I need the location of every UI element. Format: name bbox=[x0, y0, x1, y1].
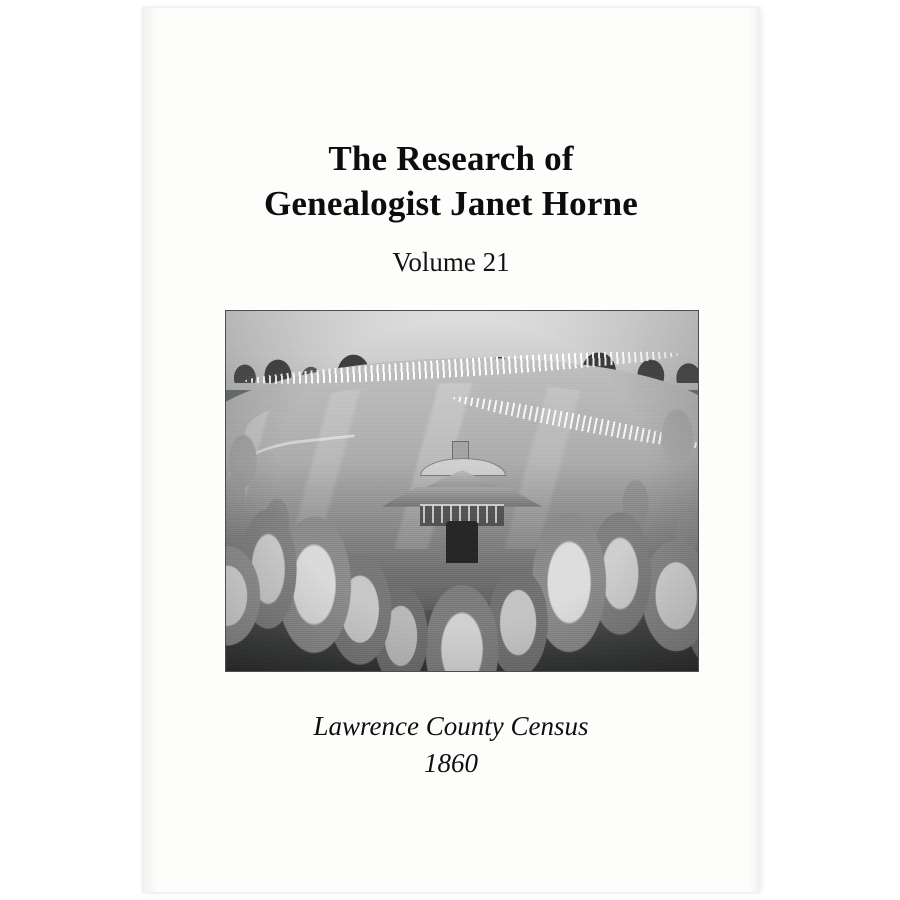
photo-foreground-trees bbox=[225, 462, 699, 672]
book-cover bbox=[143, 8, 759, 892]
volume-label: Volume 21 bbox=[392, 247, 510, 277]
title-block bbox=[143, 136, 759, 278]
book-title-line-2: Genealogist Janet Horne bbox=[264, 184, 638, 223]
caption-block bbox=[143, 708, 759, 782]
caption-line-1: Lawrence County Census bbox=[313, 711, 589, 741]
cover-photograph bbox=[225, 310, 699, 672]
hillside-house-photograph bbox=[226, 311, 698, 671]
caption-line-2: 1860 bbox=[424, 748, 478, 778]
book-title-line-1: The Research of bbox=[328, 139, 574, 178]
